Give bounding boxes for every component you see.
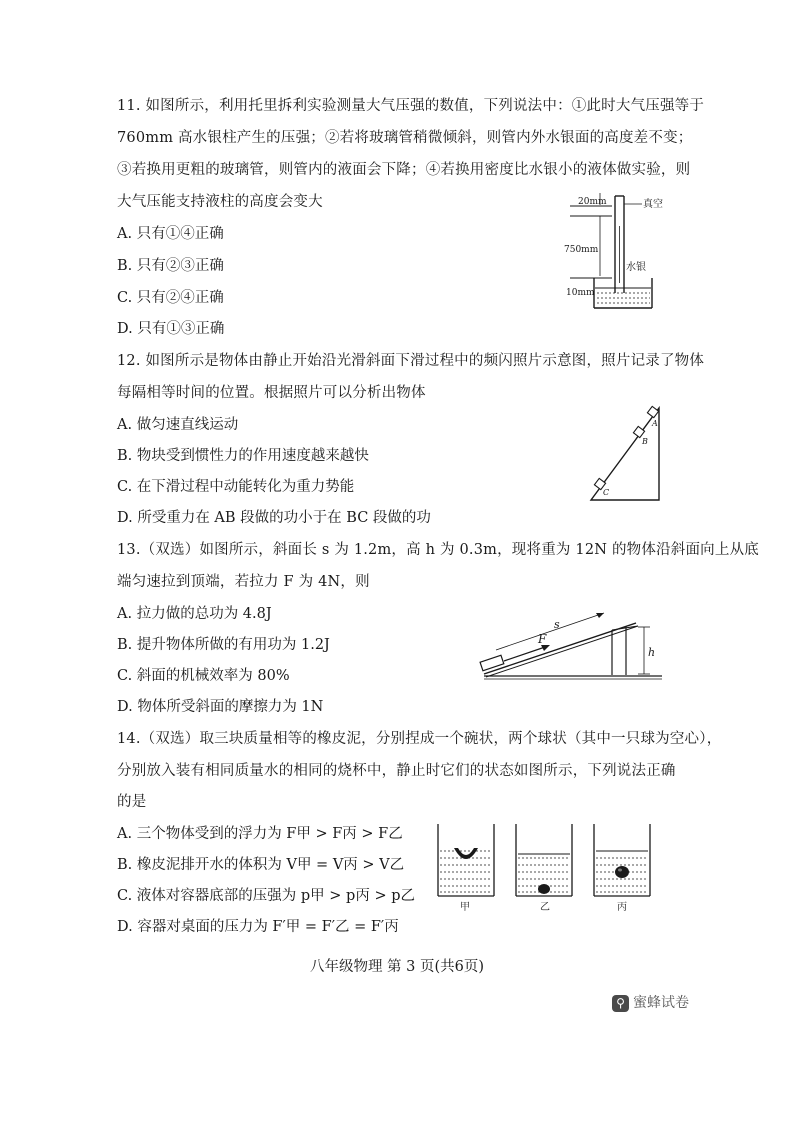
q14-option-d[interactable]: D. 容器对桌面的压力为 F′甲 = F′乙 = F′丙 [117,919,399,935]
search-icon: ⚲ [612,995,629,1012]
q14-option-b[interactable]: B. 橡皮泥排开水的体积为 V甲 = V丙 > V乙 [117,857,405,873]
watermark-text: 蜜蜂试卷 [633,995,689,1011]
q11-option-c[interactable]: C. 只有②④正确 [117,290,224,306]
q11-option-d[interactable]: D. 只有①③正确 [117,321,225,337]
beaker-bing-label: 丙 [617,902,627,913]
q12-option-d[interactable]: D. 所受重力在 AB 段做的功小于在 BC 段做的功 [117,510,431,526]
q13-option-d[interactable]: D. 物体所受斜面的摩擦力为 1N [117,699,324,715]
q13-line-1: 13.（双选）如图所示，斜面长 s 为 1.2m，高 h 为 0.3m，现将重为 12N 的物体沿斜面向上从底 [117,542,759,558]
q12-line-1: 12. 如图所示是物体由静止开始沿光滑斜面下滑过程中的频闪照片示意图，照片记录了物体 [117,353,705,369]
q14-line-1: 14.（双选）取三块质量相等的橡皮泥，分别捏成一个碗状，两个球状（其中一只球为空心）， [117,731,722,747]
page-footer: 八年级物理 第 3 页(共6页) [309,959,485,975]
torricelli-top-label: 20mm [578,197,607,207]
beakers-figure [432,822,662,914]
q11-option-b[interactable]: B. 只有②③正确 [117,258,224,274]
q11-line-1: 11. 如图所示，利用托里拆利实验测量大气压强的数值，下列说法中：①此时大气压强等于 [117,98,705,114]
bowl-clay [454,848,478,859]
beaker-yi [516,824,572,913]
q13-line-2: 端匀速拉到顶端，若拉力 F 为 4N，则 [117,574,370,590]
q11-line-2: 760mm 高水银柱产生的压强；②若将玻璃管稍微倾斜，则管内外水银面的高度差不变； [117,130,693,146]
beaker-bing [594,824,650,913]
torricelli-mercury-label: 水银 [626,262,646,273]
torricelli-vacuum-label: 真空 [643,199,663,210]
incline-pulling-figure [476,598,666,682]
torricelli-mid-label: 750mm [564,245,599,255]
incline-point-a: A [652,419,658,428]
q12-option-b[interactable]: B. 物块受到惯性力的作用速度越来越快 [117,448,369,464]
torricelli-figure [560,188,680,316]
q12-option-c[interactable]: C. 在下滑过程中动能转化为重力势能 [117,479,355,495]
q13-option-a[interactable]: A. 拉力做的总功为 4.8J [117,606,272,622]
torricelli-bottom-label: 10mm [566,288,595,298]
q13-option-c[interactable]: C. 斜面的机械效率为 80% [117,668,290,684]
q14-line-3: 的是 [117,794,147,810]
q11-line-3: ③若换用更粗的玻璃管，则管内的液面会下降；④若换用密度比水银小的液体做实验，则 [117,162,691,178]
beaker-jia-label: 甲 [460,902,470,913]
q11-option-a[interactable]: A. 只有①④正确 [117,226,224,242]
q12-line-2: 每隔相等时间的位置。根据照片可以分析出物体 [117,385,426,401]
q14-line-2: 分别放入装有相同质量水的相同的烧杯中，静止时它们的状态如图所示，下列说法正确 [117,763,676,779]
watermark [612,992,689,1012]
q14-option-c[interactable]: C. 液体对容器底部的压强为 p甲 > p丙 > p乙 [117,888,415,904]
incline-point-c: C [603,488,610,497]
beaker-jia [438,824,494,913]
hollow-ball-clay [615,866,629,878]
incline-flash-figure [585,404,665,504]
beaker-yi-label: 乙 [540,902,550,913]
q14-option-a[interactable]: A. 三个物体受到的浮力为 F甲 > F丙 > F乙 [117,826,403,842]
incline-point-b: B [642,437,648,446]
incline-h-label: h [648,646,656,659]
q11-line-4: 大气压能支持液柱的高度会变大 [117,194,323,210]
q13-option-b[interactable]: B. 提升物体所做的有用功为 1.2J [117,637,330,653]
incline-s-label: s [554,618,560,631]
q12-option-a[interactable]: A. 做匀速直线运动 [117,417,239,433]
incline-force-label: F [538,632,547,646]
solid-ball-clay [538,884,550,894]
